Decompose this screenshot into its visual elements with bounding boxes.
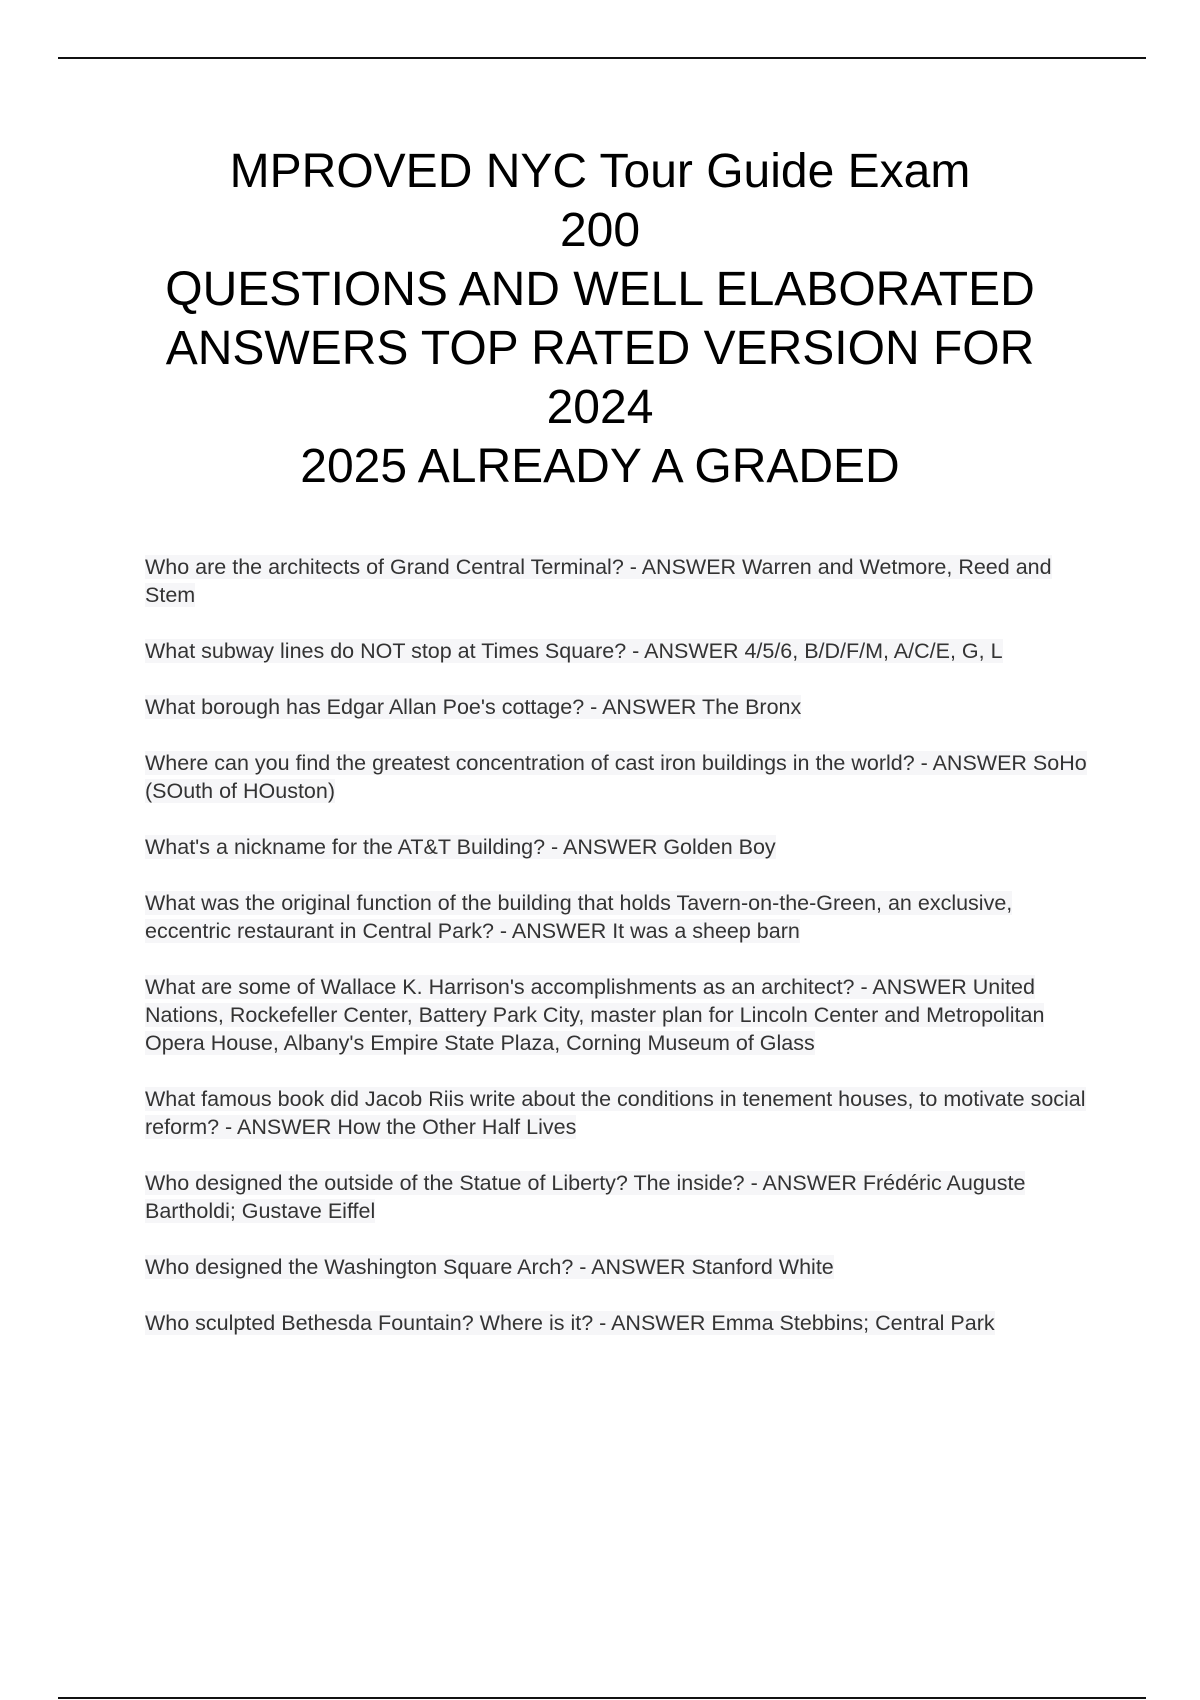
qa-text: Who designed the Washington Square Arch? - ANSWER Stanford White (145, 1255, 834, 1279)
qa-item (145, 1085, 1095, 1141)
qa-text: What's a nickname for the AT&T Building? - ANSWER Golden Boy (145, 835, 776, 859)
title-line: 2024 (546, 381, 654, 434)
qa-item (145, 553, 1095, 609)
qa-item (145, 833, 1095, 861)
document-title (100, 142, 1100, 496)
top-rule (58, 57, 1146, 59)
qa-item (145, 749, 1095, 805)
qa-text: What borough has Edgar Allan Poe's cottage? - ANSWER The Bronx (145, 695, 802, 719)
qa-item (145, 1169, 1095, 1225)
qa-list (145, 553, 1095, 1365)
qa-item (145, 1253, 1095, 1281)
qa-text: Where can you find the greatest concentration of cast iron buildings in the world? - ANSWER SoHo (SOuth of HOuston) (145, 751, 1087, 803)
title-line: 2025 ALREADY A GRADED (300, 440, 900, 493)
title-line: QUESTIONS AND WELL ELABORATED (165, 263, 1035, 316)
qa-text: What was the original function of the building that holds Tavern-on-the-Green, an exclusive, eccentric restaurant in Central Park? - ANSWER It was a sheep barn (145, 891, 1013, 943)
bottom-rule (58, 1697, 1146, 1699)
qa-text: What subway lines do NOT stop at Times Square? - ANSWER 4/5/6, B/D/F/M, A/C/E, G, L (145, 639, 1003, 663)
qa-text: What are some of Wallace K. Harrison's accomplishments as an architect? - ANSWER United Nations, Rockefeller Center, Battery Park City, master plan for Lincoln Center and Metropolitan Opera House, Albany's Empire State Plaza, Corning Museum of Glass (145, 975, 1045, 1055)
qa-item (145, 889, 1095, 945)
qa-text: Who are the architects of Grand Central Terminal? - ANSWER Warren and Wetmore, Reed and Stem (145, 555, 1052, 607)
qa-text: What famous book did Jacob Riis write about the conditions in tenement houses, to motivate social reform? - ANSWER How the Other Half Lives (145, 1087, 1086, 1139)
qa-text: Who designed the outside of the Statue of Liberty? The inside? - ANSWER Frédéric Auguste Bartholdi; Gustave Eiffel (145, 1171, 1026, 1223)
qa-text: Who sculpted Bethesda Fountain? Where is it? - ANSWER Emma Stebbins; Central Park (145, 1311, 995, 1335)
title-line: 200 (559, 204, 641, 257)
title-line: ANSWERS TOP RATED VERSION FOR (165, 322, 1035, 375)
qa-item (145, 693, 1095, 721)
title-line: MPROVED NYC Tour Guide Exam (229, 145, 971, 198)
qa-item (145, 973, 1095, 1057)
qa-item (145, 637, 1095, 665)
qa-item (145, 1309, 1095, 1337)
